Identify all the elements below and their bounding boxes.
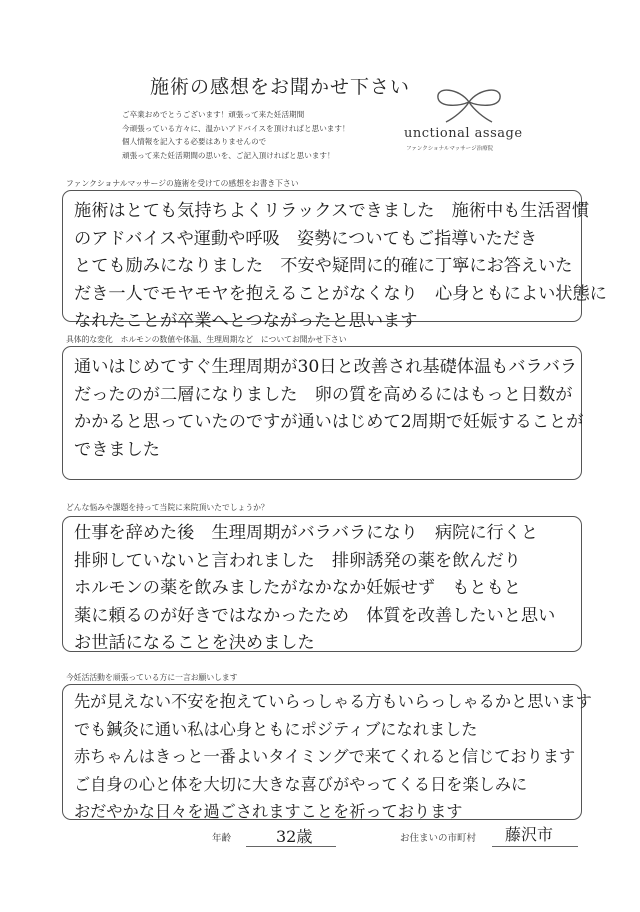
answer-line: だき一人でモヤモヤを抱えることがなくなり 心身ともによい状態に bbox=[74, 283, 607, 304]
handwritten-answer bbox=[74, 688, 592, 826]
intro-line: ご卒業おめでとうございます！頑張って来た妊活期間 bbox=[122, 110, 305, 119]
brand-name: unctional assage bbox=[404, 126, 523, 141]
question-label: 具体的な変化 ホルモンの数値や体温、生理周期など についてお聞かせ下さい bbox=[66, 335, 347, 344]
question-label: 今妊活活動を頑張っている方に一言お願いします bbox=[66, 673, 238, 682]
handwritten-answer bbox=[74, 354, 583, 464]
answer-line: 薬に頼るのが好きではなかったため 体質を改善したいと思い bbox=[74, 605, 556, 626]
city-underline bbox=[492, 846, 578, 847]
answer-line: のアドバイスや運動や呼吸 姿勢についてもご指導いただき bbox=[74, 228, 538, 249]
answer-line: ホルモンの薬を飲みましたがなかなか妊娠せず もともと bbox=[74, 578, 521, 598]
answer-line: できました bbox=[74, 439, 160, 460]
answer-line: でも鍼灸に通い私は心身ともにポジティブになれました bbox=[74, 719, 478, 739]
answer-line: お世話になることを決めました bbox=[74, 633, 315, 653]
answer-line: とても励みになりました 不安や疑問に的確に丁寧にお答えいた bbox=[74, 256, 573, 276]
answer-line: 仕事を辞めた後 生理周期がバラバラになり 病院に行くと bbox=[74, 523, 539, 543]
question-label: ファンクショナルマッサージの施術を受けての感想をお書き下さい bbox=[66, 179, 299, 188]
intro-line: 頑張って来た妊活期間の思いを、ご記入頂ければと思います！ bbox=[122, 150, 335, 160]
handwritten-answer bbox=[74, 520, 555, 658]
answer-line: おだやかな日々を過ごされますことを祈っております bbox=[74, 802, 463, 821]
answer-line: なれたことが卒業へとつながったと思います bbox=[74, 311, 418, 331]
intro-line: 今頑張っている方々に、温かいアドバイスを頂ければと思います！ bbox=[122, 123, 350, 133]
form-title: 施術の感想をお聞かせ下さい bbox=[150, 76, 411, 98]
handwritten-answer bbox=[74, 198, 607, 336]
age-value: 32歳 bbox=[276, 827, 313, 846]
answer-line: 先が見えない不安を抱えていらっしゃる方もいらっしゃるかと思います bbox=[74, 692, 592, 711]
intro-text bbox=[122, 108, 350, 162]
age-label: 年齢 bbox=[212, 833, 232, 844]
answer-line: 排卵していないと言われました 排卵誘発の薬を飲んだり bbox=[74, 550, 521, 571]
answer-line: かかると思っていたのですが通いはじめて2周期で妊娠することが bbox=[74, 412, 584, 432]
city-value: 藤沢市 bbox=[505, 825, 554, 844]
ribbon-knot-icon bbox=[424, 80, 514, 126]
answer-line: 通いはじめてすぐ生理周期が30日と改善され基礎体温もバラバラ bbox=[74, 357, 578, 377]
brand-subtitle: ファンクショナルマッサージ治療院 bbox=[406, 146, 494, 152]
question-label: どんな悩みや課題を持って当院に来院頂いたでしょうか？ bbox=[66, 503, 269, 512]
answer-line: ご自身の心と体を大切に大きな喜びがやってくる日を楽しみに bbox=[74, 774, 528, 794]
clinic-logo bbox=[404, 80, 534, 150]
intro-line: 個人情報を記入する必要はありませんので bbox=[122, 137, 267, 146]
city-label: お住まいの市町村 bbox=[400, 833, 477, 844]
answer-line: 赤ちゃんはきっと一番よいタイミングで来てくれると信じております bbox=[74, 747, 576, 766]
age-underline bbox=[246, 846, 336, 847]
answer-line: だったのが二層になりました 卵の質を高めるにはもっと日数が bbox=[74, 384, 573, 405]
answer-line: 施術はとても気持ちよくリラックスできました 施術中も生活習慣 bbox=[74, 201, 590, 221]
